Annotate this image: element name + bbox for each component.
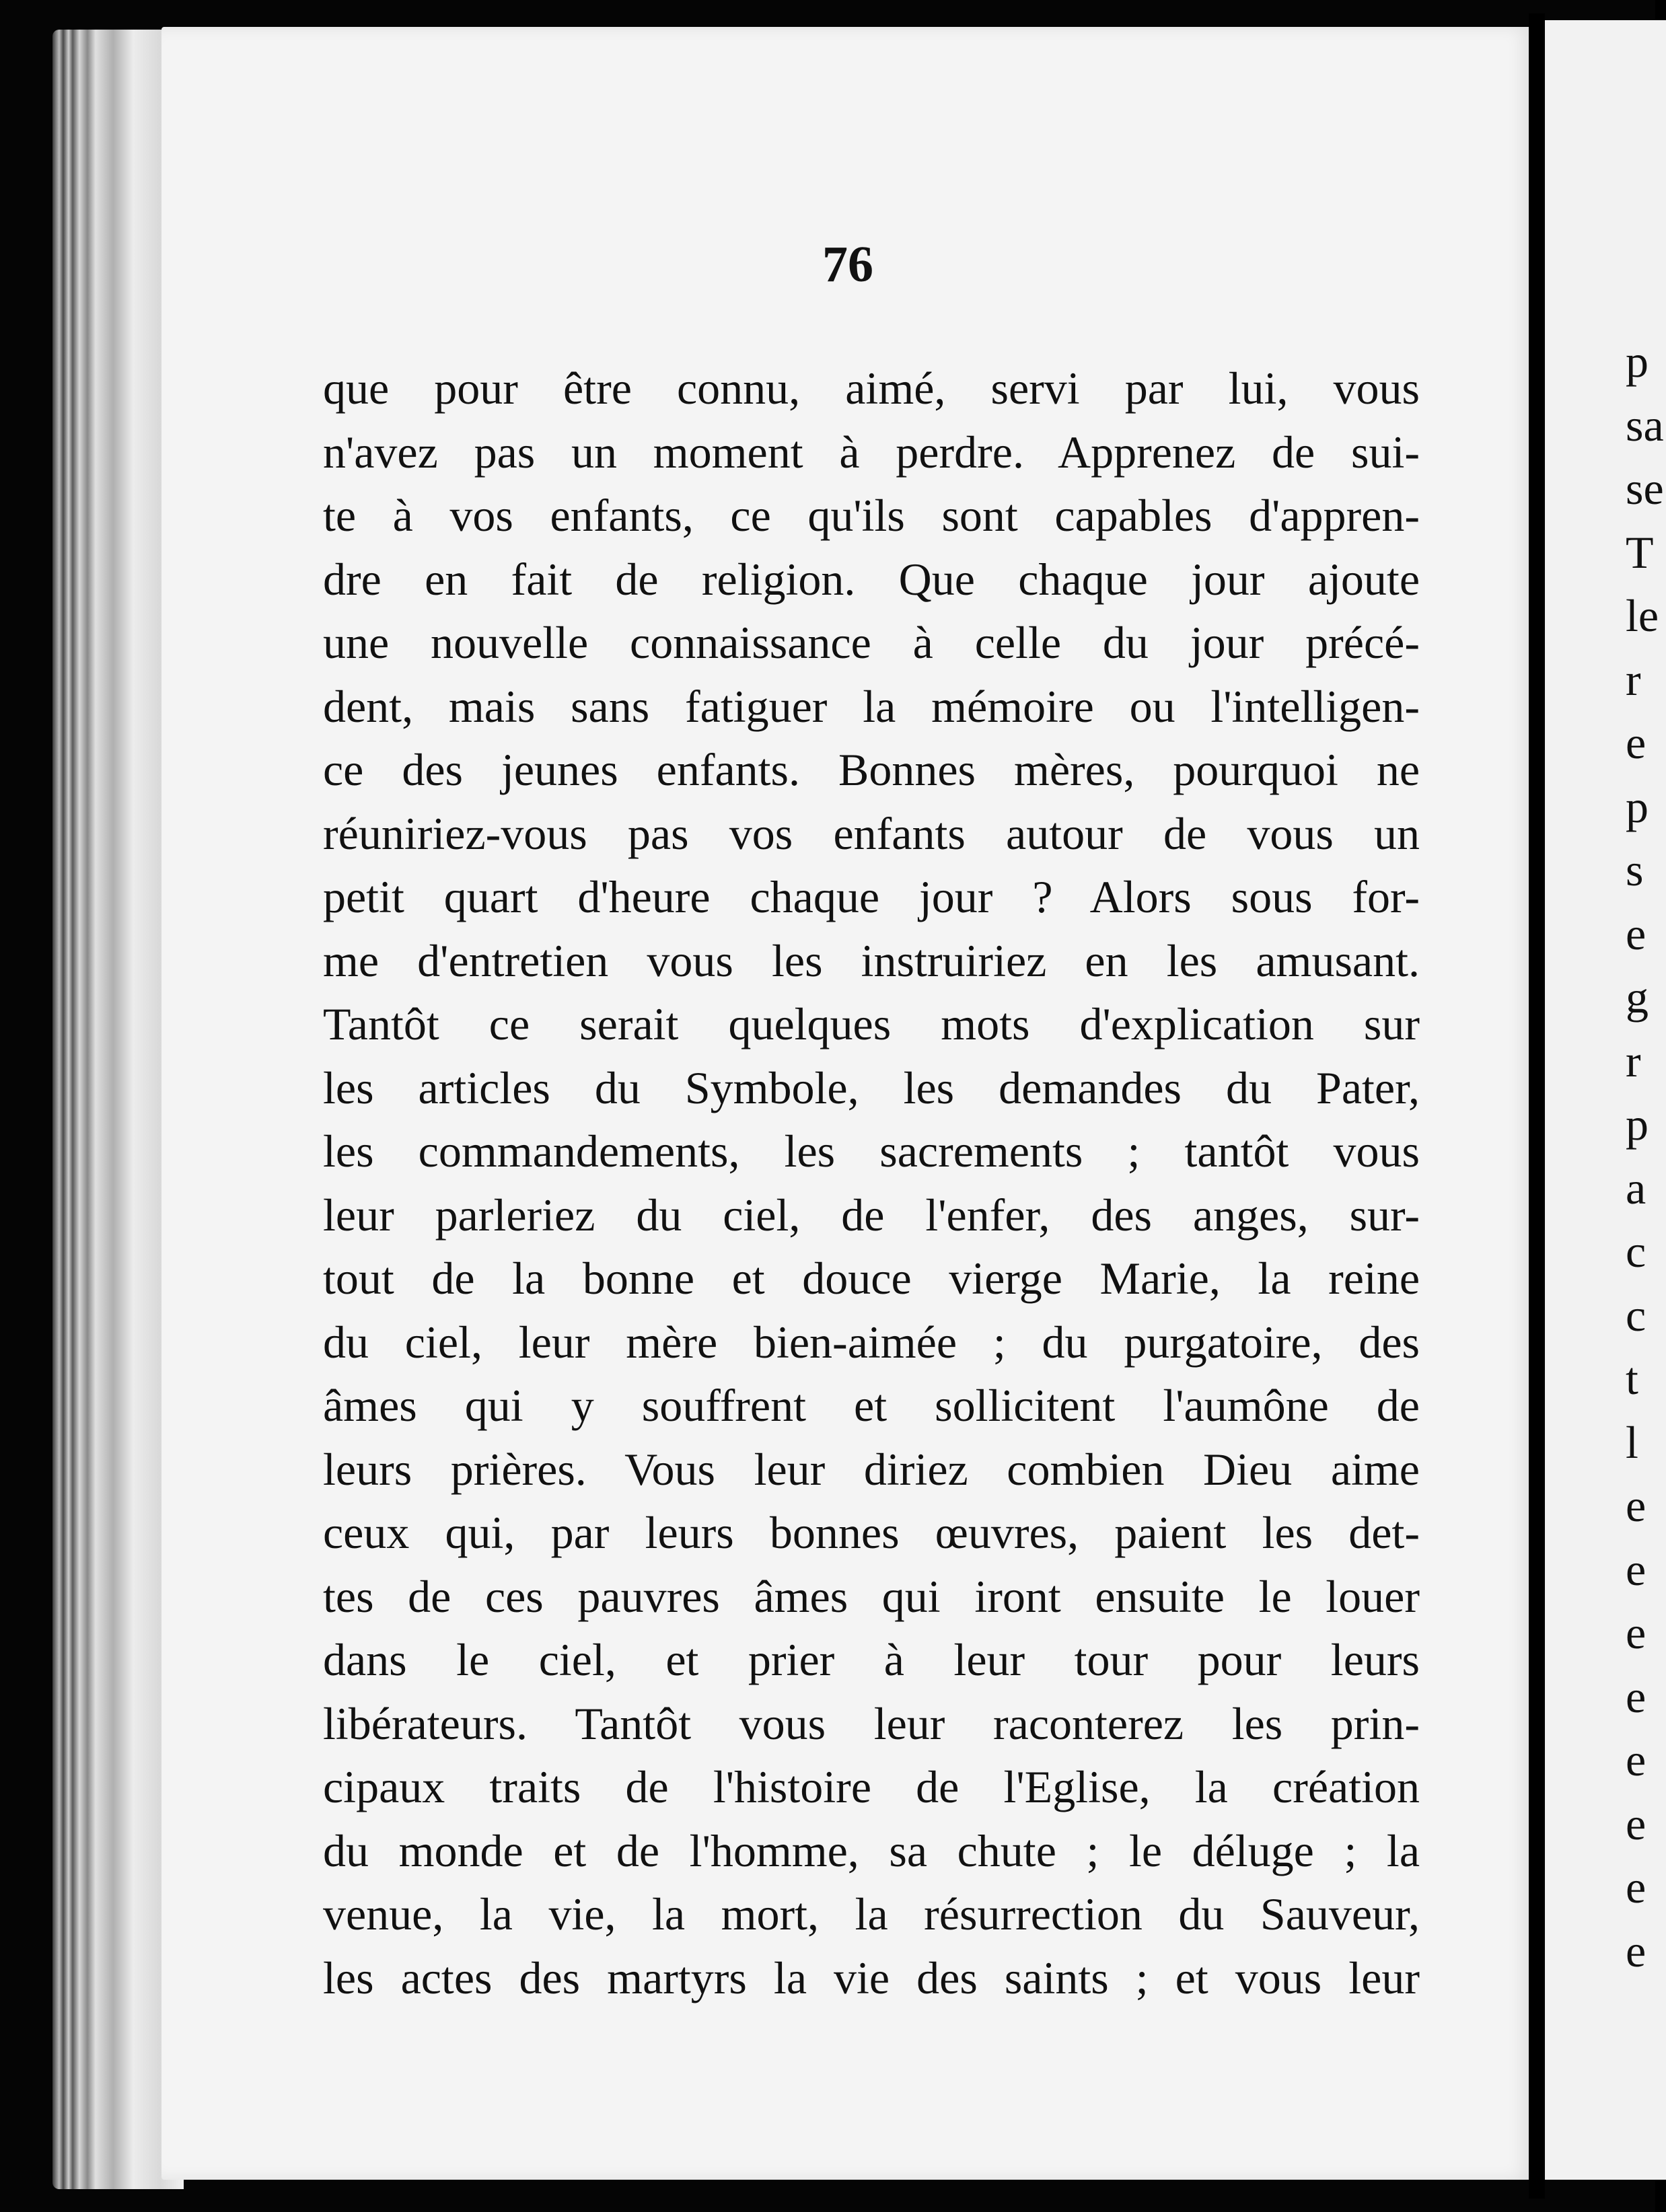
facing-text-fragment: e — [1626, 908, 1646, 959]
text-line: venue, la vie, la mort, la résurrection du Sauveur, — [323, 1888, 1420, 1940]
text-line: que pour être connu, aimé, servi par lui, vous — [323, 363, 1420, 414]
text-line: petit quart d'heure chaque jour ? Alors sous for- — [323, 871, 1420, 922]
facing-page-text-fragments — [1626, 330, 1664, 1983]
facing-text-fragment: e — [1626, 1925, 1646, 1977]
facing-text-fragment: e — [1626, 1543, 1646, 1595]
left-page — [161, 27, 1534, 2180]
facing-text-fragment: a — [1626, 1162, 1646, 1214]
text-line: dans le ciel, et prier à leur tour pour leurs — [323, 1634, 1420, 1685]
facing-text-fragment: c — [1626, 1226, 1646, 1277]
text-line: réuniriez-vous pas vos enfants autour de vous un — [323, 807, 1420, 859]
text-line: tes de ces pauvres âmes qui iront ensuite le louer — [323, 1570, 1420, 1622]
text-line: dent, mais sans fatiguer la mémoire ou l'intelligen- — [323, 680, 1420, 732]
page-number: 76 — [822, 236, 873, 293]
facing-text-fragment: sa — [1626, 399, 1664, 451]
text-line: tout de la bonne et douce vierge Marie, la reine — [323, 1253, 1420, 1304]
facing-text-fragment: T — [1626, 526, 1654, 578]
facing-text-fragment: e — [1626, 1480, 1646, 1531]
facing-text-fragment: p — [1626, 336, 1649, 387]
facing-text-fragment: r — [1626, 1035, 1641, 1086]
facing-text-fragment: s — [1626, 844, 1644, 895]
facing-text-fragment: e — [1626, 1861, 1646, 1913]
text-line: libérateurs. Tantôt vous leur raconterez les prin- — [323, 1697, 1420, 1749]
facing-text-fragment: t — [1626, 1353, 1638, 1404]
text-line: du monde et de l'homme, sa chute ; le déluge ; la — [323, 1824, 1420, 1876]
body-text — [323, 357, 1574, 2010]
text-line: dre en fait de religion. Que chaque jour ajoute — [323, 553, 1420, 605]
text-line: n'avez pas un moment à perdre. Apprenez de sui- — [323, 426, 1420, 478]
text-line: ce des jeunes enfants. Bonnes mères, pourquoi ne — [323, 744, 1420, 795]
facing-text-fragment: e — [1626, 1734, 1646, 1785]
text-line: te à vos enfants, ce qu'ils sont capables d'appren- — [323, 490, 1420, 541]
text-line: leurs prières. Vous leur diriez combien Dieu aime — [323, 1443, 1420, 1495]
text-line: ceux qui, par leurs bonnes œuvres, paient les det- — [323, 1507, 1420, 1558]
facing-text-fragment: se — [1626, 463, 1664, 514]
facing-text-fragment: e — [1626, 1607, 1646, 1658]
text-line: leur parleriez du ciel, de l'enfer, des anges, sur- — [323, 1189, 1420, 1241]
text-line: une nouvelle connaissance à celle du jour précé- — [323, 617, 1420, 668]
facing-text-fragment: p — [1626, 1099, 1649, 1150]
facing-text-fragment: le — [1626, 590, 1659, 641]
facing-text-fragment: g — [1626, 971, 1649, 1023]
text-line: les actes des martyrs la vie des saints ; et vous leur — [323, 1952, 1420, 2003]
text-line: les articles du Symbole, les demandes du Pater, — [323, 1062, 1420, 1113]
text-line: du ciel, leur mère bien-aimée ; du purgatoire, des — [323, 1316, 1420, 1368]
gutter-shadow — [1529, 13, 1545, 2199]
text-line: les commandements, les sacrements ; tantôt vous — [323, 1126, 1420, 1177]
facing-text-fragment: r — [1626, 653, 1641, 705]
facing-text-fragment: e — [1626, 1670, 1646, 1722]
text-line: cipaux traits de l'histoire de l'Eglise, la création — [323, 1761, 1420, 1812]
text-line: Tantôt ce serait quelques mots d'explication sur — [323, 998, 1420, 1049]
facing-text-fragment: l — [1626, 1416, 1638, 1468]
facing-text-fragment: e — [1626, 717, 1646, 768]
facing-text-fragment: c — [1626, 1289, 1646, 1341]
text-line: âmes qui y souffrent et sollicitent l'aumône de — [323, 1380, 1420, 1431]
facing-text-fragment: e — [1626, 1798, 1646, 1849]
text-line: me d'entretien vous les instruiriez en les amusant. — [323, 934, 1420, 986]
facing-text-fragment: p — [1626, 780, 1649, 832]
